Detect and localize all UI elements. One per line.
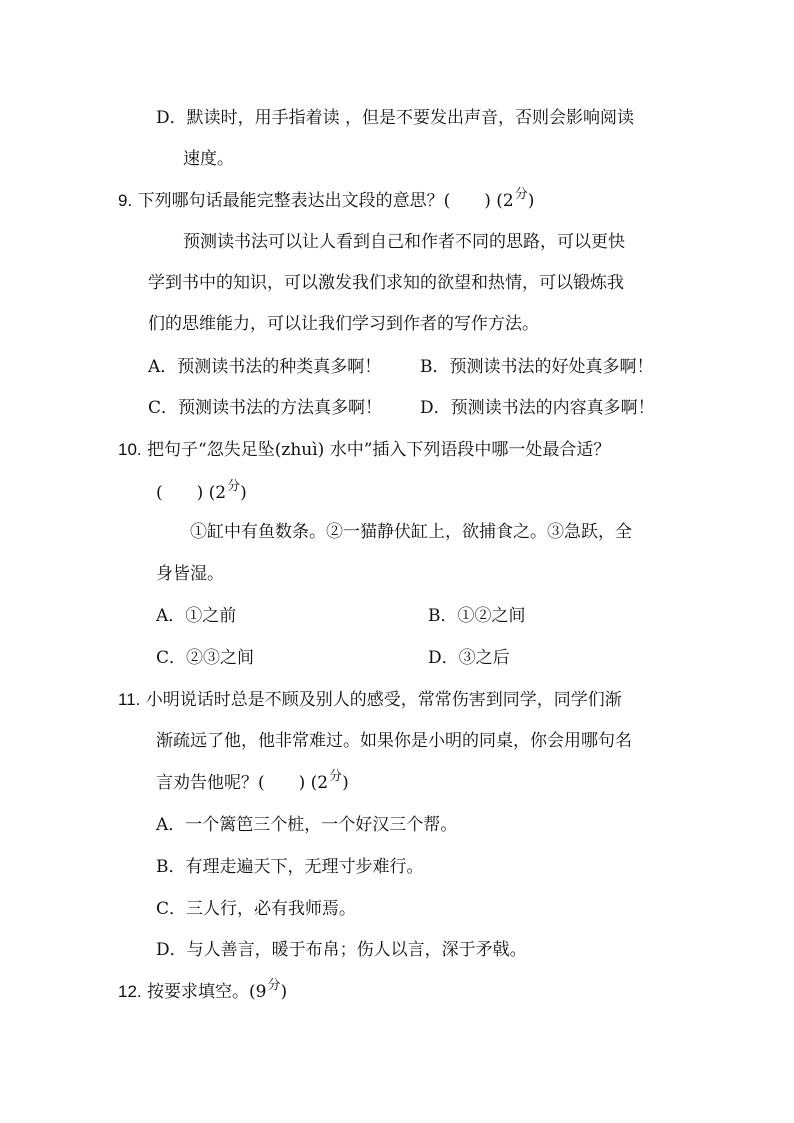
q10-option-d: D．③之后 [428,648,510,668]
q11-stem-line-2: 渐疏远了他，他非常难过。如果你是小明的同桌，你会用哪句名 [156,731,632,751]
q11-stem-line-1 [118,688,622,712]
q10-answer-blank: ( ) (2 [156,483,227,503]
q9-option-b: B．预测读书法的好处真多啊！ [420,357,654,377]
q8-option-d-continued: 速度。 [183,149,234,169]
q11-option-d: D．与人善言，暖于布帛；伤人以言，深于矛戟。 [156,940,527,960]
q11-number: 11. [118,690,141,709]
q12-points-word: 分 [267,978,281,993]
q11-option-b: B．有理走遍天下，无理寸步难行。 [156,857,424,877]
q9-stem-line [118,189,534,215]
q11-stem-line-3 [156,771,349,797]
q10-stem-line-2 [156,481,247,507]
q11-option-a: A．一个篱笆三个桩，一个好汉三个帮。 [156,815,458,835]
q10-passage-line-2: 身皆湿。 [156,564,224,584]
q11-stem: 小明说话时总是不顾及别人的感受，常常伤害到同学，同学们渐 [145,690,622,710]
q9-option-d: D．预测读书法的内容真多啊！ [420,398,655,418]
q10-option-c: C．②③之间 [156,648,255,668]
q12-number: 12. [118,982,142,1001]
q11-stem-tail: 言劝告他呢？( ) (2 [156,773,329,793]
q9-number: 9. [118,191,133,210]
q9-passage-line-3: 们的思维能力，可以让我们学习到作者的写作方法。 [148,314,539,334]
q9-option-c: C．预测读书法的方法真多啊！ [148,398,383,418]
q11-points-word: 分 [329,769,343,784]
q9-option-a: A．预测读书法的种类真多啊！ [148,357,382,377]
q11-option-c: C．三人行，必有我师焉。 [156,899,357,919]
q9-passage-line-2: 学到书中的知识，可以激发我们求知的欲望和热情，可以锻炼我 [148,273,624,293]
q9-points-word: 分 [514,187,528,202]
q10-points-word: 分 [227,479,241,494]
q11-stem-end: ) [342,773,349,793]
q10-stem-line-1 [118,438,610,462]
q12-stem: 按要求填空。(9 [147,982,267,1002]
q12-stem-end: ) [280,982,288,1002]
q9-stem: 下列哪句话最能完整表达出文段的意思？( ) (2 [137,191,514,211]
q8-option-d: D．默读时，用手指着读 ，但是不要发出声音，否则会影响阅读 [156,108,635,128]
q10-stem-end: ) [240,483,247,503]
q10-passage-line-1: ①缸中有鱼数条。②一猫静伏缸上，欲捕食之。③急跃，全 [190,522,632,542]
q9-passage-line-1: 预测读书法可以让人看到自己和作者不同的思路，可以更快 [183,232,625,252]
q9-stem-end: ) [527,191,535,211]
q10-option-a: A．①之前 [156,606,237,626]
q10-stem: 把句子“忽失足坠(zhuì) 水中”插入下列语段中哪一处最合适？ [147,440,611,460]
q10-option-b: B．①②之间 [428,606,526,626]
q10-number: 10. [118,440,142,459]
q12-stem-line [118,980,287,1006]
